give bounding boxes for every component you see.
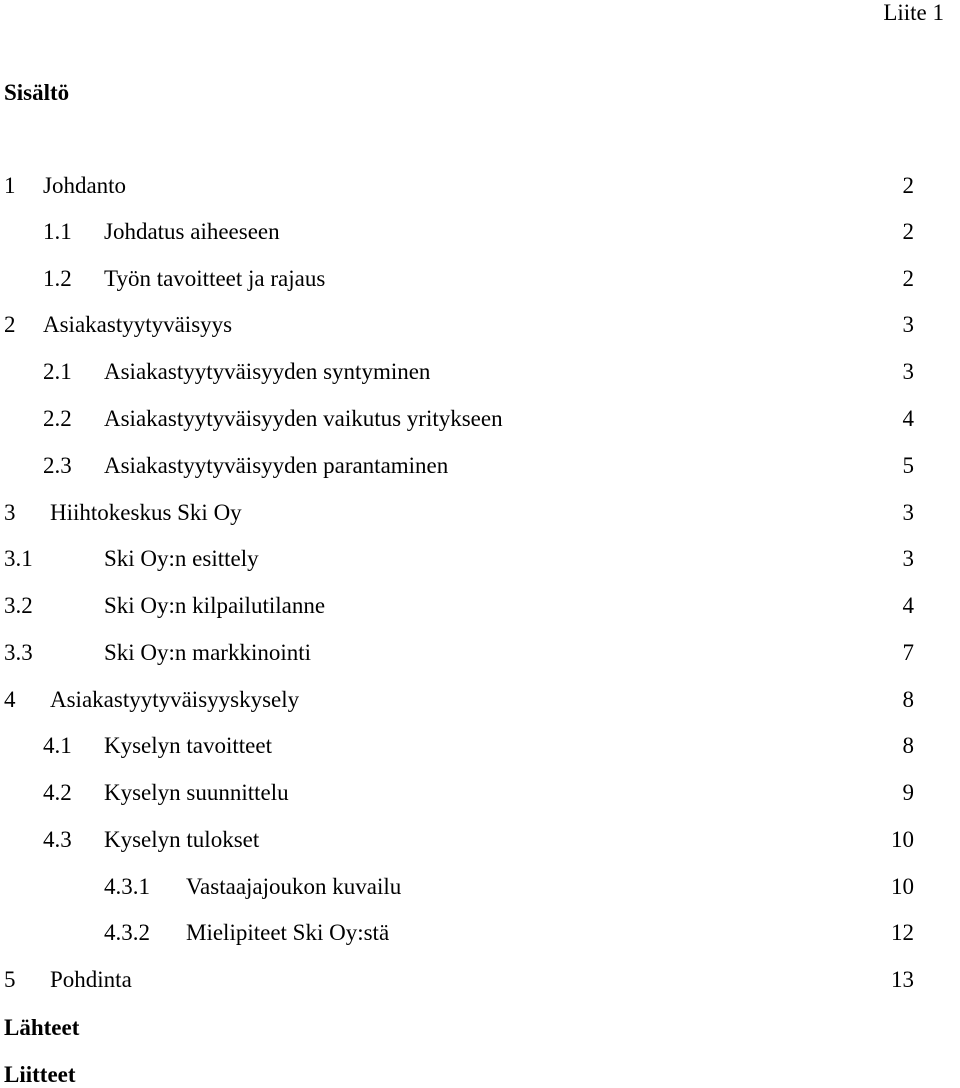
toc-entry-2-3[interactable] — [0, 451, 960, 481]
toc-entry-1[interactable] — [0, 171, 960, 201]
toc-entry-number: 4.3 — [43, 827, 72, 852]
toc-entry-3-3[interactable] — [0, 638, 960, 668]
toc-entry-page: 4 — [902, 593, 914, 618]
toc-entry-title: Mielipiteet Ski Oy:stä — [186, 920, 390, 945]
toc-entry-page: 2 — [902, 219, 914, 244]
toc-entry-4-3-1[interactable] — [0, 872, 960, 902]
toc-entry-page: 13 — [891, 967, 914, 992]
toc-entry-number: 3 — [4, 500, 16, 525]
toc-entry-title: Vastaajajoukon kuvailu — [186, 874, 402, 899]
toc-entry-page: 10 — [891, 874, 914, 899]
toc-entry-number: 4.2 — [43, 780, 72, 805]
toc-entry-title: Kyselyn tavoitteet — [104, 733, 272, 758]
toc-entry-title: Asiakastyytyväisyyden vaikutus yritykseen — [104, 406, 503, 431]
toc-entry-number: 3.2 — [4, 593, 33, 618]
toc-entry-title: Johdanto — [43, 173, 127, 198]
toc-entry-number: 3.3 — [4, 640, 33, 665]
appendix-label: Liite 1 — [883, 0, 944, 25]
contents-heading: Sisältö — [4, 80, 70, 105]
toc-entry-page: 3 — [902, 359, 914, 384]
toc-entry-2-2[interactable] — [0, 404, 960, 434]
toc-entry-title: Työn tavoitteet ja rajaus — [104, 266, 326, 291]
toc-entry-title: Ski Oy:n markkinointi — [104, 640, 311, 665]
toc-entry-number: 5 — [4, 967, 16, 992]
toc-entry-page: 2 — [902, 266, 914, 291]
toc-entry-number: 4.1 — [43, 733, 72, 758]
toc-entry-page: 10 — [891, 827, 914, 852]
toc-entry-title: Kyselyn tulokset — [104, 827, 260, 852]
toc-entry-2-1[interactable] — [0, 357, 960, 387]
toc-entry-page: 9 — [902, 780, 914, 805]
toc-entry-3[interactable] — [0, 498, 960, 528]
toc-entry-1-1[interactable] — [0, 217, 960, 247]
toc-entry-number: 1.2 — [43, 266, 72, 291]
toc-entry-title: Kyselyn suunnittelu — [104, 780, 289, 805]
toc-entry-page: 3 — [902, 546, 914, 571]
toc-entry-page: 2 — [902, 173, 914, 198]
toc-entry-4-1[interactable] — [0, 731, 960, 761]
toc-entry-number: 2.1 — [43, 359, 72, 384]
toc-entry-4-3-2[interactable] — [0, 918, 960, 948]
toc-entry-page: 8 — [902, 733, 914, 758]
toc-entry-number: 2 — [4, 312, 16, 337]
toc-entry-page: 4 — [902, 406, 914, 431]
toc-entry-4[interactable] — [0, 685, 960, 715]
toc-entry-number: 4.3.1 — [104, 874, 150, 899]
toc-entry-3-1[interactable] — [0, 544, 960, 574]
toc-entry-title: Asiakastyytyväisyyden syntyminen — [104, 359, 431, 384]
toc-entry-3-2[interactable] — [0, 591, 960, 621]
toc-entry-page: 3 — [902, 500, 914, 525]
toc-entry-number: 3.1 — [4, 546, 33, 571]
toc-entry-title: Asiakastyytyväisyys — [43, 312, 233, 337]
toc-entry-number: 2.3 — [43, 453, 72, 478]
toc-entry-2[interactable] — [0, 310, 960, 340]
toc-entry-number: 4.3.2 — [104, 920, 150, 945]
toc-entry-page: 3 — [902, 312, 914, 337]
toc-entry-number: 2.2 — [43, 406, 72, 431]
toc-entry-number: 1.1 — [43, 219, 72, 244]
toc-entry-page: 5 — [902, 453, 914, 478]
toc-entry-title: Asiakastyytyväisyyskysely — [50, 687, 300, 712]
toc-entry-4-2[interactable] — [0, 778, 960, 808]
toc-entry-title: Ski Oy:n kilpailutilanne — [104, 593, 326, 618]
toc-entry-title: Hiihtokeskus Ski Oy — [50, 500, 242, 525]
toc-entry-title: Pohdinta — [50, 967, 132, 992]
toc-entry-number: 4 — [4, 687, 16, 712]
toc-entry-page: 8 — [902, 687, 914, 712]
toc-entry-number: 1 — [4, 173, 16, 198]
toc-entry-page: 12 — [891, 920, 914, 945]
toc-entry-page: 7 — [902, 640, 914, 665]
toc-entry-title: Ski Oy:n esittely — [104, 546, 259, 571]
references-heading: Lähteet — [4, 1015, 80, 1040]
toc-entry-1-2[interactable] — [0, 264, 960, 294]
toc-entry-title: Asiakastyytyväisyyden parantaminen — [104, 453, 449, 478]
toc-entry-title: Johdatus aiheeseen — [104, 219, 280, 244]
toc-entry-4-3[interactable] — [0, 825, 960, 855]
toc-entry-5[interactable] — [0, 965, 960, 995]
appendices-heading: Liitteet — [4, 1062, 76, 1087]
